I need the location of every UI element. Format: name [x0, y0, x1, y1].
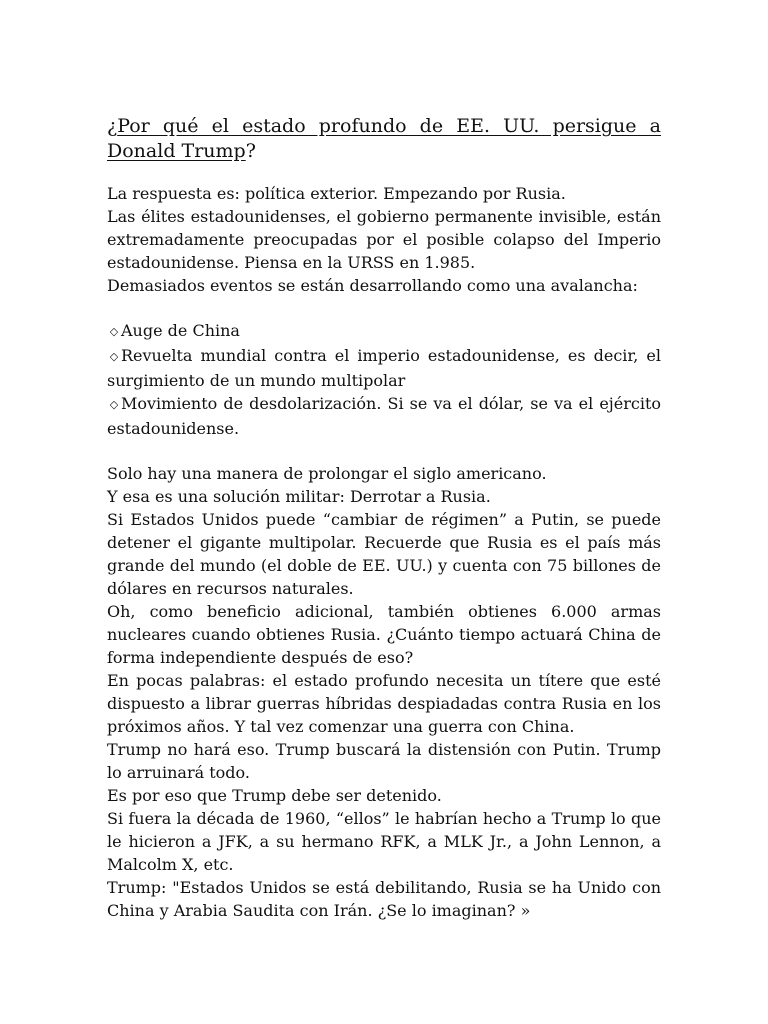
intro-paragraph-2: Las élites estadounidenses, el gobierno permanente invisible, están extremadamente preocupadas por el posible colapso del Imperio estadounidense. Piensa en la URSS en 1.985. — [107, 207, 661, 272]
spacer — [107, 297, 661, 319]
diamond-bullet-icon: ◇ — [109, 350, 119, 363]
body-paragraph: Oh, como beneficio adicional, también obtienes 6.000 armas nucleares cuando obtienes Rusia. ¿Cuánto tiempo actuará China de forma independiente después de eso? — [107, 602, 661, 667]
bullet-text: Movimiento de desdolarización. Si se va el dólar, se va el ejército estadounidense. — [107, 394, 661, 438]
title-text: Por qué el estado profundo de EE. UU. persigue a Donald Trump — [107, 115, 661, 162]
spacer — [107, 440, 661, 462]
bullet-text: Auge de China — [121, 321, 240, 340]
bullet-item — [107, 319, 661, 344]
title-open-mark: ¿ — [107, 115, 118, 137]
body-paragraph: Y esa es una solución militar: Derrotar a Rusia. — [107, 487, 491, 506]
body-paragraph: Trump no hará eso. Trump buscará la distensión con Putin. Trump lo arruinará todo. — [107, 740, 661, 782]
document-title — [107, 114, 661, 164]
body-paragraph: Si Estados Unidos puede “cambiar de régimen” a Putin, se puede detener el gigante multipolar. Recuerde que Rusia es el país más grande del mundo (el doble de EE. UU.) y cuenta con 75 billones de dólares en recursos naturales. — [107, 510, 661, 598]
bullet-item — [107, 344, 661, 392]
body-paragraph: Es por eso que Trump debe ser detenido. — [107, 786, 442, 805]
bullet-text: Revuelta mundial contra el imperio estadounidense, es decir, el surgimiento de un mundo multipolar — [107, 346, 661, 390]
diamond-bullet-icon: ◇ — [109, 398, 119, 411]
diamond-bullet-icon: ◇ — [109, 325, 119, 338]
title-close-mark: ? — [245, 140, 256, 162]
body-paragraph: Trump: "Estados Unidos se está debilitando, Rusia se ha Unido con China y Arabia Saudita con Irán. ¿Se lo imaginan? » — [107, 878, 661, 920]
intro-paragraph-1: La respuesta es: política exterior. Empezando por Rusia. — [107, 184, 566, 203]
intro-paragraph-3: Demasiados eventos se están desarrollando como una avalancha: — [107, 276, 638, 295]
body-paragraph: Si fuera la década de 1960, “ellos” le habrían hecho a Trump lo que le hicieron a JFK, a su hermano RFK, a MLK Jr., a John Lennon, a Malcolm X, etc. — [107, 809, 661, 874]
bullet-item — [107, 392, 661, 440]
body-paragraph: En pocas palabras: el estado profundo necesita un títere que esté dispuesto a librar guerras híbridas despiadadas contra Rusia en los próximos años. Y tal vez comenzar una guerra con China. — [107, 671, 661, 736]
body-paragraph: Solo hay una manera de prolongar el siglo americano. — [107, 464, 547, 483]
document-page — [107, 114, 661, 922]
